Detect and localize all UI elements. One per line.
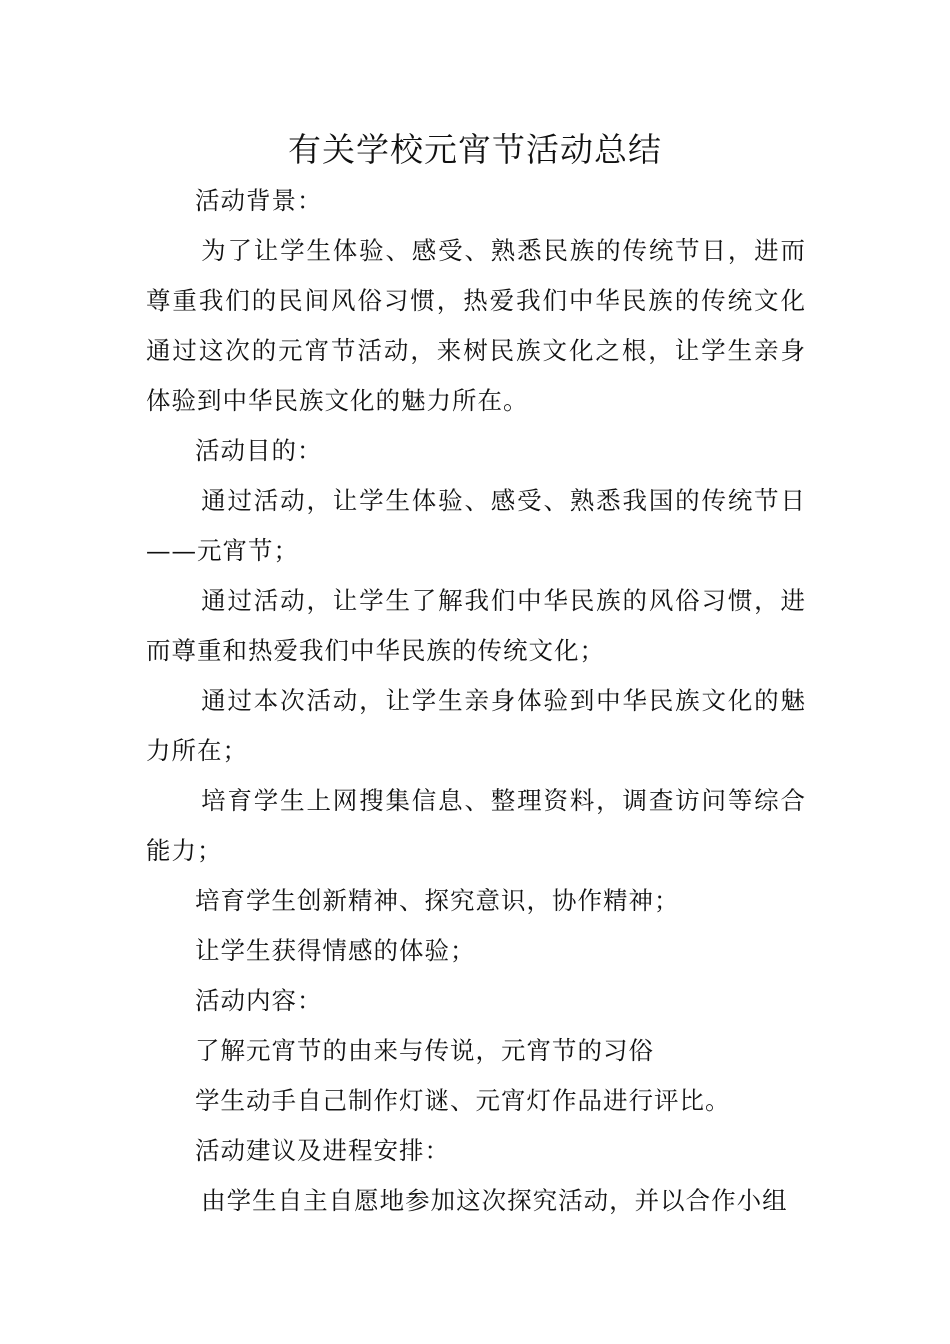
document-title: 有关学校元宵节活动总结 — [288, 130, 662, 169]
paragraph-content-2: 学生动手自己制作灯谜、元宵灯作品进行评比。 — [195, 1086, 731, 1115]
paragraph-purpose-4: 培育学生上网搜集信息、整理资料，调查访问等综合能力； — [146, 786, 806, 865]
paragraph-purpose-6: 让学生获得情感的体验； — [195, 936, 476, 965]
paragraph-purpose-1: 通过活动，让学生体验、感受、熟悉我国的传统节日——元宵节； — [146, 486, 806, 565]
paragraph-schedule-1: 由学生自主自愿地参加这次探究活动，并以合作小组 — [201, 1186, 788, 1215]
document-body — [146, 176, 806, 1226]
section-heading-background: 活动背景： — [195, 186, 323, 215]
paragraph-content-1: 了解元宵节的由来与传说，元宵节的习俗 — [195, 1036, 654, 1065]
section-heading-purpose: 活动目的： — [195, 436, 323, 465]
paragraph-background: 为了让学生体验、感受、熟悉民族的传统节日，进而尊重我们的民间风俗习惯，热爱我们中华民族的传统文化通过这次的元宵节活动，来树民族文化之根，让学生亲身体验到中华民族文化的魅力所在。 — [146, 236, 806, 415]
section-heading-content: 活动内容： — [195, 986, 323, 1015]
paragraph-purpose-5: 培育学生创新精神、探究意识，协作精神； — [195, 886, 680, 915]
paragraph-purpose-2: 通过活动，让学生了解我们中华民族的风俗习惯，进而尊重和热爱我们中华民族的传统文化； — [146, 586, 806, 665]
section-heading-schedule: 活动建议及进程安排： — [195, 1136, 450, 1165]
paragraph-purpose-3: 通过本次活动，让学生亲身体验到中华民族文化的魅力所在； — [146, 686, 806, 765]
